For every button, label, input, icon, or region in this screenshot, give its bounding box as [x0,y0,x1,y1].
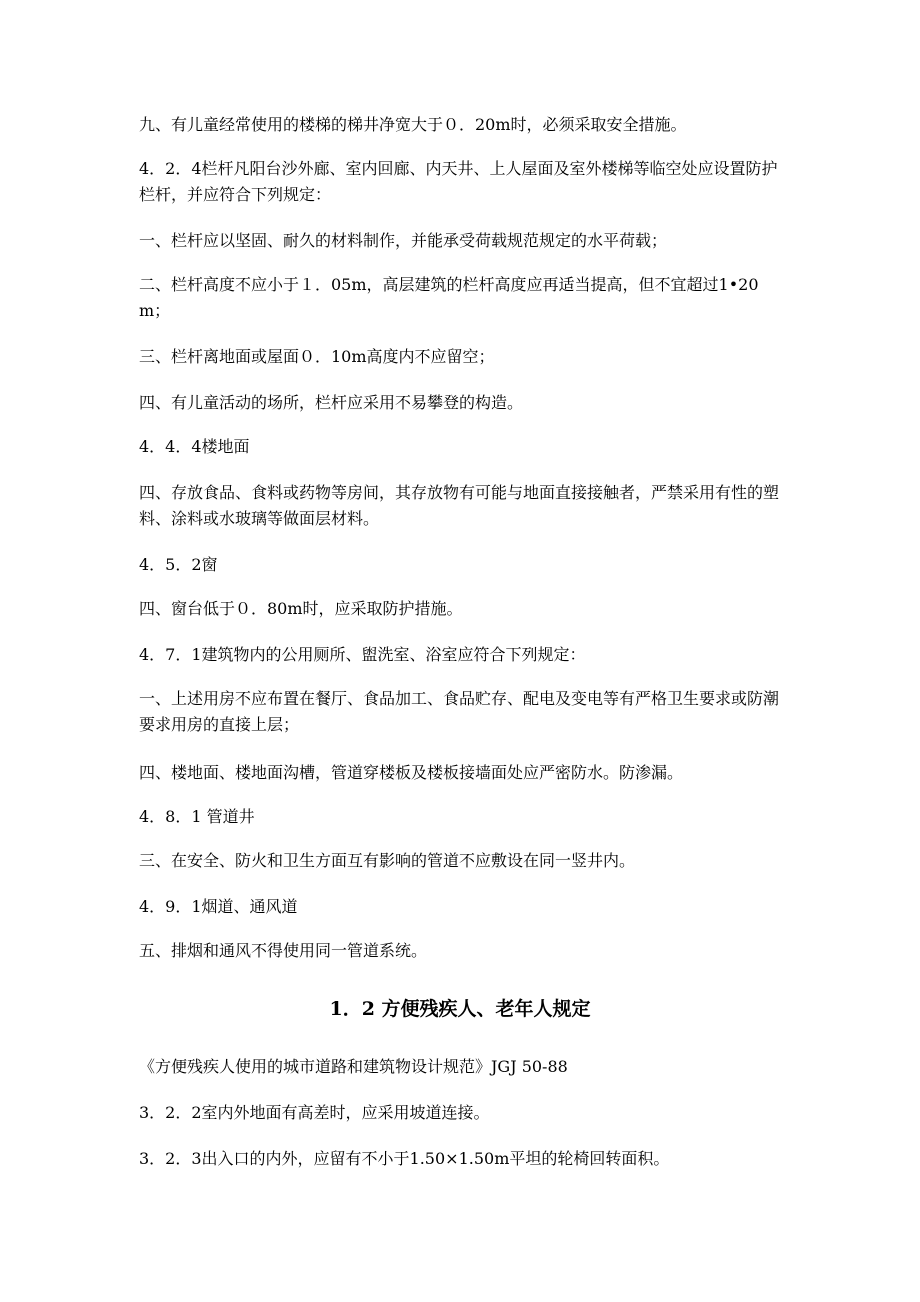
paragraph-standard-reference: 《方便残疾人使用的城市道路和建筑物设计规范》JGJ 50-88 [139,1057,568,1076]
section-toilets: 4．7．1建筑物内的公用厕所、盥洗室、浴室应符合下列规定： [139,645,586,664]
paragraph-ramp-rule: 3．2．2室内外地面有高差时，应采用坡道连接。 [139,1103,490,1122]
section-window: 4．5．2窗 [139,555,218,574]
paragraph-window-sill: 四、窗台低于０．80m时，应采取防护措施。 [139,599,463,618]
paragraph-railing-height: 二、栏杆高度不应小于１．05m，高层建筑的栏杆高度应再适当提高，但不宜超过1•20m； [139,275,759,320]
paragraph-railing-material: 一、栏杆应以坚固、耐久的材料制作，并能承受荷载规范规定的水平荷载； [139,231,668,250]
paragraph-stairwell-width: 九、有儿童经常使用的楼梯的梯井净宽大于０．20m时，必须采取安全措施。 [139,115,687,134]
paragraph-railing-children: 四、有儿童活动的场所，栏杆应采用不易攀登的构造。 [139,393,524,412]
section-heading: 1．2 方便残疾人、老年人规定 [329,998,591,1020]
section-floor: 4．4．4楼地面 [139,437,250,456]
paragraph-waterproofing: 四、楼地面、楼地面沟槽，管道穿楼板及楼板接墙面处应严密防水。防渗漏。 [139,763,684,782]
section-flue: 4．9．1烟道、通风道 [139,897,298,916]
paragraph-pipe-shaft-rule: 三、在安全、防火和卫生方面互有影响的管道不应敷设在同一竖井内。 [139,851,636,870]
paragraph-flue-rule: 五、排烟和通风不得使用同一管道系统。 [139,941,428,960]
paragraph-food-storage-floor: 四、存放食品、食料或药物等房间，其存放物有可能与地面直接接触者，严禁采用有性的塑料、涂料或水玻璃等做面层材料。 [139,483,780,528]
paragraph-railing-gap: 三、栏杆离地面或屋面０．10m高度内不应留空； [139,347,495,366]
section-pipe-shaft: 4．8．1 管道井 [139,807,255,826]
paragraph-toilet-placement: 一、上述用房不应布置在餐厅、食品加工、食品贮存、配电及变电等有严格卫生要求或防潮要求用房的直接上层； [139,689,780,734]
paragraph-wheelchair-area: 3．2．3出入口的内外，应留有不小于1.50×1.50m平坦的轮椅回转面积。 [139,1149,670,1168]
paragraph-railing-clause: 4．2．4栏杆凡阳台沙外廊、室内回廊、内天井、上人屋面及室外楼梯等临空处应设置防护栏杆，并应符合下列规定： [139,159,778,204]
